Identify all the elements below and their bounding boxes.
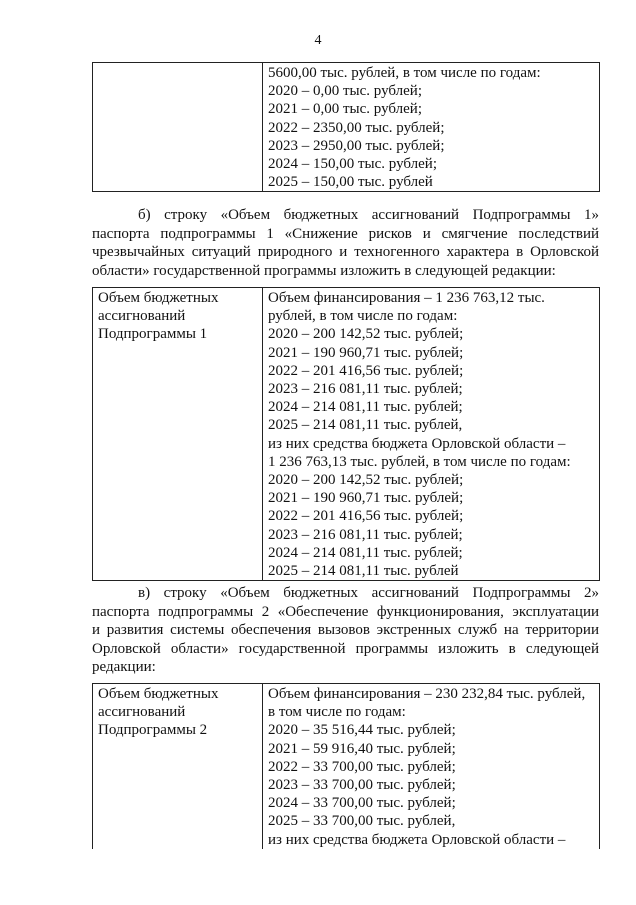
paragraph-line: в) строку «Объем бюджетных ассигнований Подпрограммы 2» xyxy=(138,585,599,601)
table-line: 2024 – 214 081,11 тыс. рублей; xyxy=(268,544,463,561)
table-label-line: Объем бюджетных xyxy=(98,686,219,702)
table-line: 2024 – 214 081,11 тыс. рублей; xyxy=(268,399,463,416)
paragraph-line: Орловской области» государственной программы изложить в следующей xyxy=(92,640,599,657)
table-left-cell xyxy=(93,288,263,581)
table-label-line: ассигнований xyxy=(98,308,186,325)
paragraph-line: редакции: xyxy=(92,659,156,676)
paragraph-b xyxy=(92,206,599,280)
table-line: 2022 – 33 700,00 тыс. рублей; xyxy=(268,758,456,775)
table-line: 2023 – 33 700,00 тыс. рублей; xyxy=(268,777,456,794)
table-line: из них средства бюджета Орловской области – xyxy=(268,435,566,452)
table-line: 2020 – 200 142,52 тыс. рублей; xyxy=(268,326,464,343)
table-line: 2021 – 0,00 тыс. рублей; xyxy=(268,101,422,118)
table-line: 2021 – 59 916,40 тыс. рублей; xyxy=(268,740,456,757)
table-line: 2022 – 201 416,56 тыс. рублей; xyxy=(268,508,464,525)
paragraph-line: чрезвычайных ситуаций природного и техногенного характера в Орловской xyxy=(92,244,599,261)
table-right-cell xyxy=(263,684,600,849)
table-line: 2024 – 33 700,00 тыс. рублей; xyxy=(268,795,456,812)
table-line: 2022 – 201 416,56 тыс. рублей; xyxy=(268,362,464,379)
table-line: в том числе по годам: xyxy=(268,704,406,721)
table-label-line: Подпрограммы 2 xyxy=(98,722,208,739)
table-label-line: Объем бюджетных xyxy=(98,290,219,306)
table-line: 2025 – 214 081,11 тыс. рублей, xyxy=(268,417,463,434)
paragraph-v xyxy=(92,584,599,677)
budget-table-subprogram-1 xyxy=(92,287,600,581)
budget-table-continuation xyxy=(92,62,600,192)
paragraph-line: области» государственной программы изложить в следующей редакции: xyxy=(92,262,556,279)
paragraph-line: б) строку «Объем бюджетных ассигнований Подпрограммы 1» xyxy=(138,207,599,223)
table-line: 2021 – 190 960,71 тыс. рублей; xyxy=(268,490,464,507)
table-left-cell xyxy=(93,63,263,192)
table-line: рублей, в том числе по годам: xyxy=(268,308,458,325)
table-line: 2025 – 214 081,11 тыс. рублей xyxy=(268,563,459,580)
table-line: 2024 – 150,00 тыс. рублей; xyxy=(268,156,437,173)
table-line: 2020 – 200 142,52 тыс. рублей; xyxy=(268,472,464,489)
table-line: 2025 – 150,00 тыс. рублей xyxy=(268,174,433,191)
table-line: 2025 – 33 700,00 тыс. рублей, xyxy=(268,813,456,830)
table-line: Объем финансирования – 1 236 763,12 тыс. xyxy=(268,290,545,306)
table-line: 2020 – 35 516,44 тыс. рублей; xyxy=(268,722,456,739)
page-number: 4 xyxy=(314,33,322,48)
table-line: 2023 – 2950,00 тыс. рублей; xyxy=(268,137,445,154)
table-line: из них средства бюджета Орловской области – xyxy=(268,831,566,848)
table-line: 2021 – 190 960,71 тыс. рублей; xyxy=(268,344,464,361)
table-line: Объем финансирования – 230 232,84 тыс. рублей, xyxy=(268,686,586,702)
table-right-cell xyxy=(263,288,600,581)
table-line: 1 236 763,13 тыс. рублей, в том числе по годам: xyxy=(268,453,571,470)
table-line: 2023 – 216 081,11 тыс. рублей; xyxy=(268,526,463,543)
table-label-line: Подпрограммы 1 xyxy=(98,326,208,343)
table-line: 2022 – 2350,00 тыс. рублей; xyxy=(268,119,445,136)
paragraph-line: паспорта подпрограммы 2 «Обеспечение функционирования, эксплуатации xyxy=(92,603,599,620)
table-line: 2020 – 0,00 тыс. рублей; xyxy=(268,83,422,100)
table-left-cell xyxy=(93,684,263,849)
paragraph-line: и развития системы обеспечения вызовов экстренных служб на территории xyxy=(92,622,599,639)
table-right-cell xyxy=(263,63,600,192)
table-label-line: ассигнований xyxy=(98,704,186,721)
table-line: 2023 – 216 081,11 тыс. рублей; xyxy=(268,381,463,398)
paragraph-line: паспорта подпрограммы 1 «Снижение рисков и смягчение последствий xyxy=(92,225,599,242)
table-line: 5600,00 тыс. рублей, в том числе по годам: xyxy=(268,65,541,81)
budget-table-subprogram-2 xyxy=(92,683,600,849)
